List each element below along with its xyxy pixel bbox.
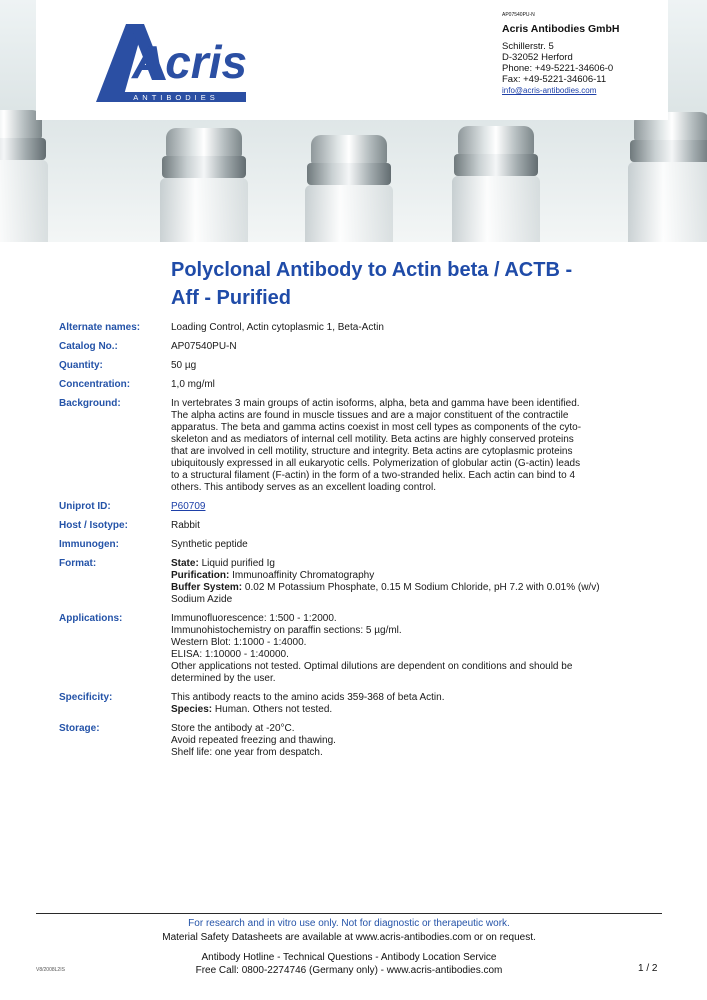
spec-label: Background: bbox=[59, 398, 121, 409]
footer-disclaimer: For research and in vitro use only. Not for diagnostic or therapeutic work. bbox=[188, 918, 510, 929]
spec-row-immunogen bbox=[59, 539, 671, 551]
spec-row-format bbox=[59, 558, 671, 606]
vial-image bbox=[0, 110, 48, 242]
text-line: to a structural filament (F-actin) in the form of a two-stranded helix. Each actin can bind to 4 bbox=[171, 470, 576, 481]
footer bbox=[36, 917, 662, 977]
text-line: Immunofluorescence: 1:500 - 1:2000. bbox=[171, 613, 337, 624]
spec-value: Synthetic peptide bbox=[171, 539, 248, 550]
title-line-2: Aff - Purified bbox=[171, 287, 291, 309]
species-line bbox=[171, 704, 671, 716]
text-line: Store the antibody at -20°C. bbox=[171, 723, 295, 734]
spec-row-catalog-no bbox=[59, 341, 671, 353]
text-line: ELISA: 1:10000 - 1:40000. bbox=[171, 649, 289, 660]
species-key: Species: bbox=[171, 704, 213, 715]
header-card bbox=[36, 0, 668, 120]
text-line: In vertebrates 3 main groups of actin isoforms, alpha, beta and gamma have been identified. bbox=[171, 398, 580, 409]
spec-value: 50 µg bbox=[171, 360, 197, 371]
company-fax: Fax: +49-5221-34606-11 bbox=[502, 74, 607, 85]
vial-image bbox=[628, 112, 707, 242]
company-contact bbox=[502, 12, 672, 96]
format-val: Immunoaffinity Chromatography bbox=[229, 570, 375, 581]
format-state bbox=[171, 558, 671, 570]
spec-label: Quantity: bbox=[59, 360, 103, 371]
header-banner bbox=[0, 0, 707, 242]
text-line: Other applications not tested. Optimal dilutions are dependent on conditions and should be bbox=[171, 661, 573, 672]
format-key: Buffer System: bbox=[171, 582, 243, 593]
text-line: Avoid repeated freezing and thawing. bbox=[171, 735, 336, 746]
spec-row-storage bbox=[59, 723, 671, 759]
footer-msds: Material Safety Datasheets are available at www.acris-antibodies.com or on request. bbox=[162, 932, 536, 943]
document-id: V8/2008L2IS bbox=[36, 967, 65, 973]
company-name: Acris Antibodies GmbH bbox=[502, 23, 620, 35]
text-line: This antibody reacts to the amino acids 359-368 of beta Actin. bbox=[171, 692, 445, 703]
spec-label: Concentration: bbox=[59, 379, 131, 390]
text-line: determined by the user. bbox=[171, 673, 276, 684]
spec-value: AP07540PU-N bbox=[171, 341, 237, 352]
footer-divider bbox=[36, 913, 662, 914]
spec-row-quantity bbox=[59, 360, 671, 372]
spec-label: Catalog No.: bbox=[59, 341, 118, 352]
spec-value bbox=[171, 501, 671, 513]
footer-freecall: Free Call: 0800-2274746 (Germany only) - www.acris-antibodies.com bbox=[195, 965, 503, 976]
spec-label: Uniprot ID: bbox=[59, 501, 111, 512]
spec-row-concentration bbox=[59, 379, 671, 391]
text-line: Shelf life: one year from despatch. bbox=[171, 747, 323, 758]
page-title bbox=[171, 256, 631, 312]
logo-wordmark: Acris bbox=[132, 36, 248, 88]
text-line: others. This antibody serves as an excellent loading control. bbox=[171, 482, 436, 493]
text-line: ubiquitously expressed in all eukaryotic cells. Polymerization of globular actin (G-actin) leads bbox=[171, 458, 581, 469]
spec-value bbox=[171, 558, 671, 606]
spec-row-alternate-names bbox=[59, 322, 671, 334]
vial-image bbox=[305, 135, 393, 242]
format-buffer bbox=[171, 582, 671, 594]
spec-value: Loading Control, Actin cytoplasmic 1, Beta-Actin bbox=[171, 322, 384, 333]
logo-subtext: ANTIBODIES bbox=[133, 93, 219, 102]
page-number: 1 / 2 bbox=[638, 963, 658, 974]
spec-row-applications bbox=[59, 613, 671, 685]
vial-image bbox=[160, 128, 248, 242]
company-city: D-32052 Herford bbox=[502, 52, 573, 63]
text-line: apparatus. The beta and gamma actins coexist in most cell types as components of the cyto- bbox=[171, 422, 582, 433]
title-line-1: Polyclonal Antibody to Actin beta / ACTB - bbox=[171, 259, 573, 281]
format-buffer-cont: Sodium Azide bbox=[171, 594, 233, 605]
product-specs bbox=[59, 322, 671, 766]
uniprot-link[interactable]: P60709 bbox=[171, 501, 206, 512]
text-line: The alpha actins are found in muscle tissues and are a major constituent of the contractile bbox=[171, 410, 569, 421]
vial-image bbox=[452, 126, 540, 242]
company-street: Schillerstr. 5 bbox=[502, 41, 554, 52]
spec-label: Storage: bbox=[59, 723, 100, 734]
format-purification bbox=[171, 570, 671, 582]
text-line: Western Blot: 1:1000 - 1:4000. bbox=[171, 637, 307, 648]
spec-label: Host / Isotype: bbox=[59, 520, 128, 531]
spec-value bbox=[171, 613, 671, 685]
spec-row-background bbox=[59, 398, 671, 494]
company-phone: Phone: +49-5221-34606-0 bbox=[502, 63, 614, 74]
spec-row-specificity bbox=[59, 692, 671, 716]
format-key: Purification: bbox=[171, 570, 230, 581]
format-key: State: bbox=[171, 558, 199, 569]
spec-label: Applications: bbox=[59, 613, 123, 624]
company-email-link[interactable]: info@acris-antibodies.com bbox=[502, 86, 597, 95]
spec-row-uniprot-id bbox=[59, 501, 671, 513]
spec-row-host-isotype bbox=[59, 520, 671, 532]
text-line: that are involved in cell motility, structure and integrity. Beta actins are cytoplasmic proteins bbox=[171, 446, 573, 457]
spec-label: Format: bbox=[59, 558, 97, 569]
text-line: skeleton and as mediators of internal cell motility. Beta actins are highly conserved proteins bbox=[171, 434, 574, 445]
acris-logo bbox=[96, 18, 256, 110]
text-line: Immunohistochemistry on paraffin sections: 5 µg/ml. bbox=[171, 625, 402, 636]
spec-value bbox=[171, 398, 671, 494]
spec-value: 1,0 mg/ml bbox=[171, 379, 215, 390]
spec-label: Immunogen: bbox=[59, 539, 119, 550]
spec-value bbox=[171, 723, 671, 759]
spec-value bbox=[171, 692, 671, 716]
footer-hotline: Antibody Hotline - Technical Questions - Antibody Location Service bbox=[201, 952, 497, 963]
spec-label: Specificity: bbox=[59, 692, 113, 703]
species-val: Human. Others not tested. bbox=[212, 704, 333, 715]
reference-code: AP07540PU-N bbox=[502, 12, 535, 18]
spec-label: Alternate names: bbox=[59, 322, 141, 333]
format-val: 0.02 M Potassium Phosphate, 0.15 M Sodium Chloride, pH 7.2 with 0.01% (w/v) bbox=[242, 582, 600, 593]
format-val: Liquid purified Ig bbox=[198, 558, 275, 569]
spec-value: Rabbit bbox=[171, 520, 200, 531]
